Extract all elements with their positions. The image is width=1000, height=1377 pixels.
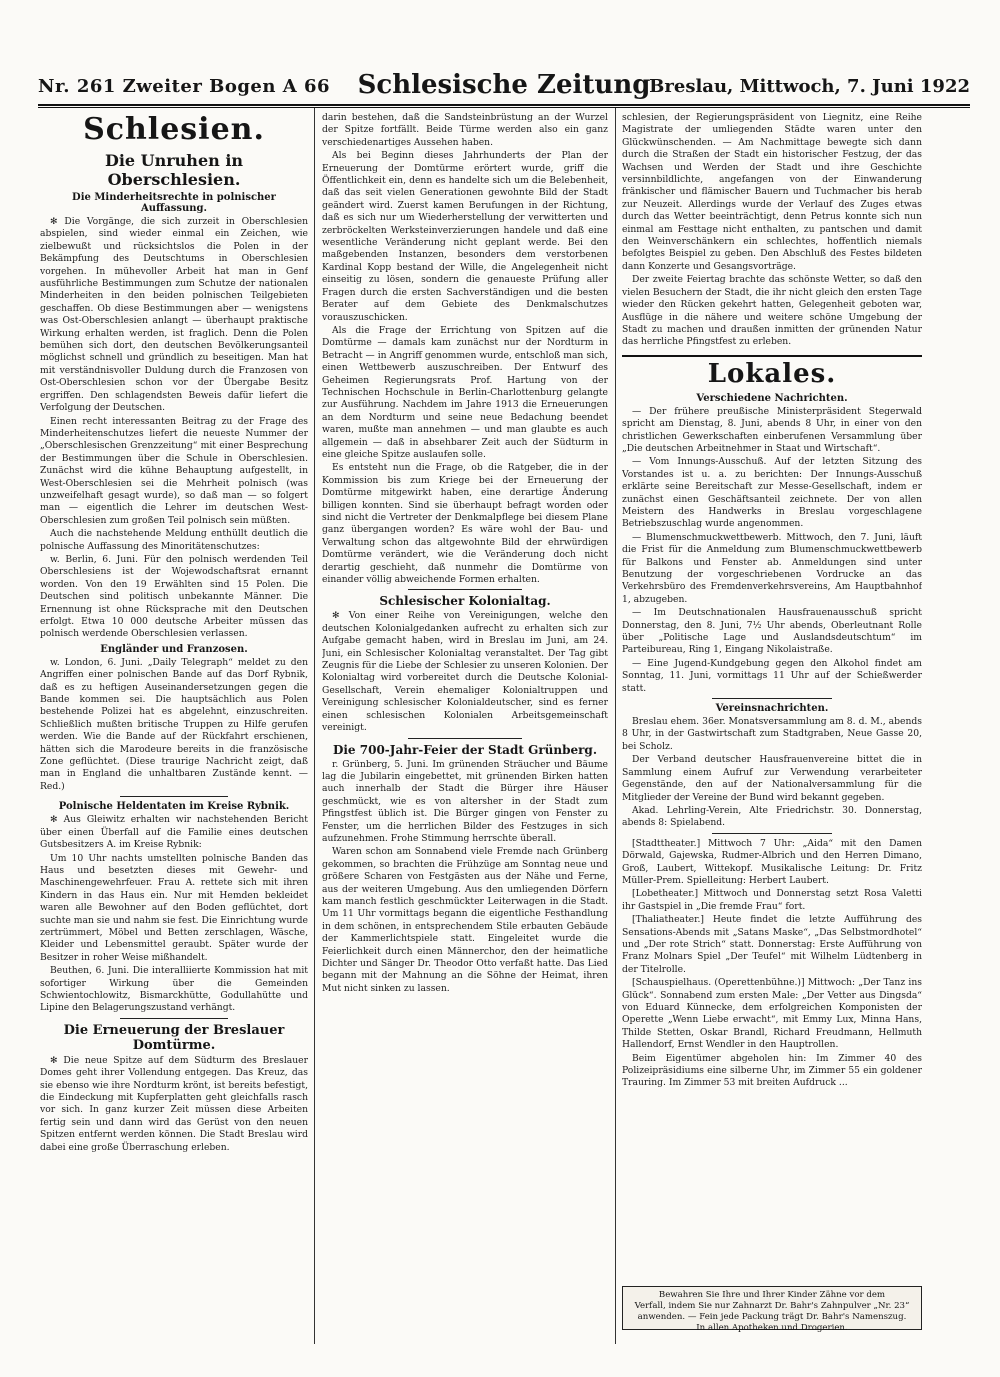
- column-1: [40, 112, 308, 1338]
- paragraph: — Eine Jugend-Kundgebung gegen den Alkohol findet am Sonntag, 11. Juni, vormittags 11 Uhr auf der Schießwerder statt.: [622, 657, 922, 694]
- masthead-rule: [38, 104, 970, 106]
- paragraph: Der zweite Feiertag brachte das schönste Wetter, so daß den vielen Besuchern der Stadt, die ihr nicht gleich den ersten Tage wieder den Rücken gekehrt hatten, Gelegenheit geboten war, Ausflüge in die nähere und weitere schöne Umgebung der Stadt zu machen und draußen inmitten der grünenden Natur das herrliche Pfingstfest zu erleben.: [622, 274, 922, 348]
- masthead-rule-thin: [38, 107, 970, 108]
- divider: [408, 589, 522, 590]
- theater-notice: [Schauspielhaus. (Operettenbühne.)] Mittwoch: „Der Tanz ins Glück“. Sonnabend zum ersten Male: „Der Vetter aus Dingsda“ von Eduard Künnecke, dem erfolgreichen Komponisten der Operette „Wenn Liebe erwacht“, mit Emmy Lux, Minna Hans, Thilde Stetten, Oskar Brandl, Richard Freudmann, Hellmuth Hallendorf, Ernst Wendler in den Hauptrollen.: [622, 977, 922, 1051]
- section-title-lokales: Lokales.: [707, 358, 837, 389]
- paper-name: Schlesische Zeitung: [357, 70, 651, 100]
- paragraph: Auch die nachstehende Meldung enthüllt deutlich die polnische Auffassung des Minoritätenschutzes:: [40, 528, 308, 552]
- subhead-vereinsnachrichten: Vereinsnachrichten.: [715, 703, 829, 715]
- issue-number: Nr. 261 Zweiter Bogen A 66: [38, 76, 330, 97]
- paragraph: Akad. Lehrling-Verein, Alte Friedrichstr. 30. Donnerstag, abends 8: Spielabend.: [622, 804, 922, 829]
- paragraph: Als die Frage der Errichtung von Spitzen auf die Domtürme — damals kam zunächst nur der Nordturm in Betracht — in Angriff genommen wurde, entschloß man sich, einen Wettbewerb auszuschreiben. Der Entwurf des Geheimen Regierungsrats Prof. Hartung von der Technischen Hochschule in Berlin-Charlottenburg gelangte zur Ausführung. Nachdem im Jahre 1913 die Erneuerungen an dem Nordturm und seine neue Bedachung beendet waren, mußte man annehmen — und man glaubte es auch allgemein — daß in absehbarer Zeit auch der Südturm in eine gleiche Spitze auslaufen solle.: [322, 324, 608, 460]
- divider: [622, 355, 922, 357]
- paragraph: w. London, 6. Juni. „Daily Telegraph“ meldet zu den Angriffen einer polnischen Bande auf das Dorf Rybnik, daß es zu heftigen Auseinandersetzungen gegen die Bande kommen sei. Die hauptsächlich aus Polen bestehende Polizei hat es abgelehnt, einzuschreiten. Schließlich mußten britische Truppen zu Hilfe gerufen werden. Wie die Bande auf der Rückfahrt erschienen, hätten sich die Marodeure bereits in die französische Zone geflüchtet. (Diese traurige Nachricht zeigt, daß man in England die unhaltbaren Zustände kennt. — Red.): [40, 656, 308, 792]
- column-divider-2: [615, 108, 616, 1344]
- column-divider-1: [314, 108, 315, 1344]
- paragraph: ✻ Aus Gleiwitz erhalten wir nachstehenden Bericht über einen Überfall auf die Familie eines deutschen Gutsbesitzers A. im Kreise Rybnik:: [40, 814, 308, 851]
- ad-line: Verfall, indem Sie nur Zahnarzt Dr. Bahr's Zahnpulver „Nr. 23“: [634, 1301, 910, 1311]
- paragraph: Waren schon am Sonnabend viele Fremde nach Grünberg gekommen, so brachten die Frühzüge am Sonntag neue und größere Scharen von Festgästen aus der Nähe und Ferne, aus der weiteren Umgebung. Aus den umliegenden Dörfern kam manch festlich geschmückter Leiterwagen in die Stadt. Um 11 Uhr vormittags begann die eigentliche Festhandlung in dem schönen, in entsprechendem Stile erbauten Gebäude der Kammerlichtspiele statt. Eingeleitet wurde die Feierlichkeit durch einen Männerchor, den der heimatliche Dichter und Sänger Dr. Theodor Otto verfaßt hatte. Das Lied begann mit der Mahnung an die Söhne der Heimat, ihren Mut nicht sinken zu lassen.: [322, 846, 608, 994]
- headline-gruenberg: Die 700-Jahr-Feier der Stadt Grünberg.: [332, 742, 598, 757]
- paragraph: — Vom Innungs-Ausschuß. Auf der letzten Sitzung des Vorstandes ist u. a. zu berichten: Der Innungs-Ausschuß erklärte seine Bereitschaft zur Messe-Gesellschaft, indem er zunächst einen Geschäftsanteil zeichnete. Der von allen Meistern des Handwerks in Breslau vorgeschlagene Betriebszuschlag wurde angenommen.: [622, 456, 922, 530]
- column-2: [322, 112, 608, 1338]
- headline-heldentaten: Polnische Heldentaten im Kreise Rybnik.: [58, 801, 290, 813]
- ad-line: In allen Apotheken und Drogerien.: [696, 1323, 848, 1333]
- paragraph: — Im Deutschnationalen Hausfrauenausschuß spricht Donnerstag, den 8. Juni, 7½ Uhr abends, Oberleutnant Rolle über „Politische Lage und Auslandsdeutschtum“ im Parteibureau, Ring 1, Eingang Nikolaistraße.: [622, 607, 922, 656]
- theater-notice: [Lobetheater.] Mittwoch und Donnerstag setzt Rosa Valetti ihr Gastspiel in „Die fremde Frau“ fort.: [622, 888, 922, 912]
- paragraph: Der Verband deutscher Hausfrauenvereine bittet die in Sammlung einem Aufruf zur Verwendung verarbeiteter Gegenstände, den auf der Nationalversammlung für die Mitglieder der Vereine der Bund wird bekannt gegeben.: [622, 754, 922, 803]
- ad-line: Bewahren Sie Ihre und Ihrer Kinder Zähne vor dem: [658, 1290, 886, 1300]
- paragraph: Als bei Beginn dieses Jahrhunderts der Plan der Erneuerung der Domtürme erörtert wurde, griff die Öffentlichkeit ein, denn es handelte sich um die Belebenheit, daß das seit vielen Generationen gewohnte Bild der Stadt geändert wird. Zuerst kamen Berufungen in der Richtung, daß es sich nur um Wiederherstellung der verwitterten und zerbröckelten Werksteinverzierungen handele und daß eine wesentliche Veränderung nicht geplant werde. Bei den maßgebenden Instanzen, besonders dem verstorbenen Kardinal Kopp bestand der Wille, die Angelegenheit nicht einseitig zu lösen, sondern die genaueste Prüfung aller Fragen durch die ersten Sachverständigen und die besten Berater auf dem Gebiete des Denkmalschutzes vorauszuschicken.: [322, 150, 608, 323]
- advertisement-zahnpulver: [622, 1286, 922, 1333]
- divider: [408, 738, 522, 739]
- lost-found-notice: Beim Eigentümer abgeholen hin: Im Zimmer 40 des Polizeipräsidiums eine silberne Uhr, im Zimmer 55 ein goldener Trauring. Im Zimmer 53 mit breiten Aufdruck ...: [622, 1052, 922, 1089]
- paragraph: schlesien, der Regierungspräsident von Liegnitz, eine Reihe Magistrate der umliegenden Städte waren unter den Glückwünschenden. — Am Nachmittage bewegte sich dann durch die Straßen der Stadt ein historischer Festzug, der das Wachsen und Werden der Stadt und ihre Geschichte versinnbildlichte, angefangen von der Einwanderung fränkischer und flämischer Bauern und Tuchmacher bis herab zur Neuzeit. Allerdings wurde der Verlauf des Zuges etwas durch das Wetter beeinträchtigt, denn Petrus konnte sich nun einmal am Festtage nicht enthalten, zu pantschen und damit den Weinverschänkern ein schlechtes, hoffentlich niemals befolgtes Beispiel zu geben. Den Abschluß des Festes bildeten dann Konzerte und Gesangsvorträge.: [622, 112, 922, 272]
- paragraph: Einen recht interessanten Beitrag zu der Frage des Minderheitenschutzes liefert die neueste Nummer der „Oberschlesischen Grenzzeitung“ mit einer Besprechung der Bestimmungen über die Schule in Oberschlesien. Zunächst wird die kühne Behauptung aufgestellt, in West-Oberschlesien sei die Mehrheit polnisch (was unzweifelhaft gesagt wurde), so daß man — so folgert man — eigentlich die Lehrer im deutschen West-Oberschlesien zum großen Teil polnisch sein müßten.: [40, 415, 308, 526]
- divider: [712, 698, 832, 699]
- column-3: [622, 112, 922, 1280]
- subhead-nachrichten: Verschiedene Nachrichten.: [696, 392, 848, 404]
- divider: [120, 796, 227, 797]
- masthead: [38, 70, 970, 104]
- ad-line: anwenden. — Fein jede Packung trägt Dr. Bahr's Namenszug.: [637, 1312, 907, 1322]
- headline-domtuerme: Die Erneuerung der Breslauer Domtürme.: [63, 1022, 285, 1053]
- paragraph: ✻ Von einer Reihe von Vereinigungen, welche den deutschen Kolonialgedanken aufrecht zu erhalten sich zur Aufgabe gemacht haben, wird in Breslau im Juni, am 24. Juni, ein Schlesischer Kolonialtag veranstaltet. Der Tag gibt Zeugnis für die Liebe der Schlesier zu unseren Kolonien. Der Kolonialtag wird vorbereitet durch die Deutsche Kolonial-Gesellschaft, Verein ehemaliger Kolonialtruppen und Vereinigung schlesischer Kolonialdeutscher, sind es ferner einen schlesischen Kolonialen Arbeitsgemeinschaft vereinigt.: [322, 610, 608, 734]
- paragraph: w. Berlin, 6. Juni. Für den polnisch werdenden Teil Oberschlesiens ist der Wojewodschaftsrat ernannt worden. Von den 19 Erwählten sind 15 Polen. Die Deutschen sind politisch unbekannte Männer. Die Ernennung ist ohne Rücksprache mit den Deutschen erfolgt. Etwa 10 000 deutsche Arbeiter müssen das polnisch werdende Oberschlesien verlassen.: [40, 553, 308, 640]
- paragraph: — Der frühere preußische Ministerpräsident Stegerwald spricht am Dienstag, 8. Juni, abends 8 Uhr, in einer von den christlichen Gewerkschaften einberufenen Versammlung über „Die deutschen Arbeitnehmer in Staat und Wirtschaft“.: [622, 405, 922, 454]
- divider: [120, 1018, 227, 1019]
- divider: [712, 833, 832, 834]
- paragraph: Es entsteht nun die Frage, ob die Ratgeber, die in der Kommission bis zum Kriege bei der Erneuerung der Domtürme mitgewirkt haben, eine derartige Änderung billigen konnten. Sind sie überhaupt befragt worden oder sind nicht die Vertreter der Denkmalpflege bei diesem Plane ganz übergangen worden? Es wäre wohl der Bau- und Verwaltung schon das altgewohnte Bild der ehrwürdigen Domtürme verändert, wie die Veränderung doch nicht derartig geschieht, daß nunmehr die Domtürme von einander völlig abweichende Formen erhalten.: [322, 462, 608, 586]
- place-date: Breslau, Mittwoch, 7. Juni 1922: [649, 76, 970, 97]
- headline-englaender: Engländer und Franzosen.: [100, 643, 248, 655]
- headline-kolonialtag: Schlesischer Kolonialtag.: [379, 594, 551, 609]
- paragraph: Breslau ehem. 36er. Monatsversammlung am 8. d. M., abends 8 Uhr, in der Gastwirtschaft zum Stadtgraben, Neue Gasse 20, bei Scholz.: [622, 716, 922, 752]
- paragraph: ✻ Die Vorgänge, die sich zurzeit in Oberschlesien abspielen, sind wieder einmal ein Zeichen, wie zielbewußt und rücksichtslos die Polen in der Bekämpfung des Deutschtums in Oberschlesien vorgehen. In mühevoller Arbeit hat man in Genf ausführliche Bestimmungen zum Schutze der nationalen Minderheiten in den beiden polnischen Teilgebieten geschaffen. Ob diese Bestimmungen aber — wenigstens was Ost-Oberschlesien anlangt — überhaupt praktische Wirkung erhalten werden, ist fraglich. Denn die Polen bemühen sich dort, den deutschen Bevölkerungsanteil möglichst schnell und gründlich zu beseitigen. Man hat mit verständnisvoller Duldung durch die Franzosen von Ost-Oberschlesien schon vor der Übergabe Besitz ergriffen. Den schlagendsten Beweis dafür liefert die Verfolgung der Deutschen.: [40, 216, 308, 414]
- paragraph: ✻ Die neue Spitze auf dem Südturm des Breslauer Domes geht ihrer Vollendung entgegen. Das Kreuz, das sie ebenso wie ihre Nordturm krönt, ist bereits befestigt, die Eindeckung mit Kupferplatten geht gleichfalls rasch vor sich. In ganz kurzer Zeit müssen diese Arbeiten fertig sein und dann wird das Gerüst von den neuen Spitzen entfernt werden können. Die Stadt Breslau wird dabei eine große Überraschung erleben.: [40, 1054, 308, 1153]
- section-title-schlesien: Schlesien.: [83, 112, 265, 147]
- paragraph: r. Grünberg, 5. Juni. Im grünenden Sträucher und Bäume lag die Jubilarin eingebettet, mit grünenden Birken hatten auch innerhalb der Stadt die Bürger ihre Häuser geschmückt, wie es von altersher in der Stadt zum Pfingstfest üblich ist. Die Bürger gingen von Fenster zu Fenster, um die herrlichen Bilder des Festzuges in sich aufzunehmen. Frohe Stimmung herrschte überall.: [322, 758, 608, 844]
- theater-notice: [Stadttheater.] Mittwoch 7 Uhr: „Aida“ mit den Damen Dörwald, Gajewska, Rudmer-Albrich und den Herren Dimano, Groß, Laubert, Wittekopf. Musikalische Leitung: Dr. Fritz Müller-Prem. Spielleitung: Herbert Laubert.: [622, 837, 922, 886]
- paragraph: darin bestehen, daß die Sandsteinbrüstung an der Wurzel der Spitze fortfällt. Beide Türme werden also ein ganz verschiedenartiges Aussehen haben.: [322, 112, 608, 148]
- paragraph: Um 10 Uhr nachts umstellten polnische Banden das Haus und besetzten dieses mit Gewehr- und Maschinengewehrfeuer. Frau A. rettete sich mit ihren Kindern in das Haus ein. Nur mit Hemden bekleidet waren alle Bewohner auf den Boden geflüchtet, dort suchte man sie und nahm sie fest. Die Einrichtung wurde zertrümmert, Möbel und Betten zerschlagen, Wäsche, Kleider und Lebensmittel geraubt. Später wurde der Besitzer in roher Weise mißhandelt.: [40, 852, 308, 963]
- headline-unruhen: Die Unruhen in Oberschlesien.: [104, 151, 244, 189]
- theater-notice: [Thaliatheater.] Heute findet die letzte Aufführung des Sensations-Abends mit „Satans Maske“, „Das Selbstmordhotel“ und „Der rote Strich“ statt. Donnerstag: Erste Aufführung von Franz Molnars Spiel „Der Teufel“ mit Wilhelm Lüdtenberg in der Titelrolle.: [622, 914, 922, 975]
- paragraph: Beuthen, 6. Juni. Die interalliierte Kommission hat mit sofortiger Wirkung über die Gemeinden Schwientochlowitz, Bismarckhütte, Godullahütte und Lipine den Belagerungszustand verhängt.: [40, 965, 308, 1014]
- paragraph: — Blumenschmuckwettbewerb. Mittwoch, den 7. Juni, läuft die Frist für die Anmeldung zum Blumenschmuckwettbewerb für Balkons und Fenster ab. Anmeldungen sind unter Benutzung der vorgeschriebenen Vordrucke an das Verkehrsbüro des Fremdenverkehrsvereins, Am Hauptbahnhof 1, abzugeben.: [622, 531, 922, 605]
- subhead-minderheitsrechte: Die Minderheitsrechte in polnischer Auffassung.: [72, 192, 276, 214]
